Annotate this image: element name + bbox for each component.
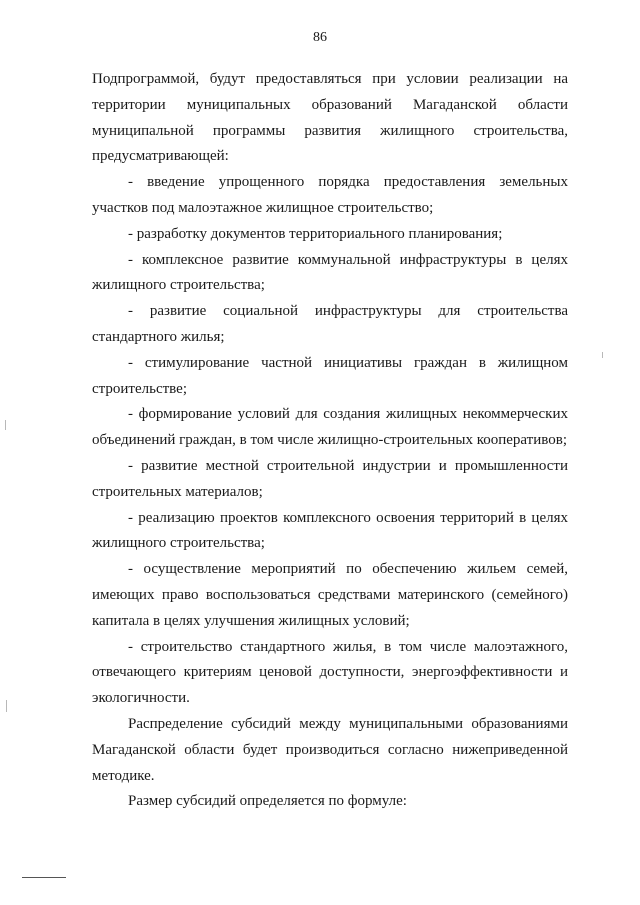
list-item-communal-infrastructure: - комплексное развитие коммунальной инфраструктуры в целях жилищного строительства; <box>92 251 568 294</box>
list-item-private-initiative: - стимулирование частной инициативы граждан в жилищном строительстве; <box>92 354 568 397</box>
scan-artifact <box>602 352 603 358</box>
list-item-housing-associations: - формирование условий для создания жилищных некоммерческих объединений граждан, в том числе жилищно-строительных кооперативов; <box>92 406 568 449</box>
footnote-rule <box>22 877 66 878</box>
page-number: 86 <box>313 30 327 45</box>
paragraph-distribution: Распределение субсидий между муниципальными образованиями Магаданской области будет производиться согласно нижеприведенной методике. <box>92 715 568 784</box>
list-item-planning-docs: - разработку документов территориального планирования; <box>128 225 503 242</box>
list-item-maternity-capital: - осуществление мероприятий по обеспечению жильем семей, имеющих право воспользоваться средствами материнского (семейного) капитала в целях улучшения жилищных условий; <box>92 561 568 629</box>
paragraph-intro: Подпрограммой, будут предоставляться при условии реализации на территории муниципальных образований Магаданской области муниципальной программы развития жилищного строительства, предусматривающей: <box>92 71 568 165</box>
scan-artifact <box>5 420 6 430</box>
list-item-integrated-development: - реализацию проектов комплексного освоения территорий в целях жилищного строительства; <box>92 509 568 552</box>
list-item-construction-industry: - развитие местной строительной индустрии и промышленности строительных материалов; <box>92 457 568 500</box>
scan-artifact <box>6 700 7 712</box>
list-item-standard-housing: - строительство стандартного жилья, в том числе малоэтажного, отвечающего критериям ценовой доступности, энергоэффективности и экологичности. <box>92 638 568 707</box>
body-text <box>92 67 568 815</box>
list-item-social-infrastructure: - развитие социальной инфраструктуры для строительства стандартного жилья; <box>92 303 568 345</box>
paragraph-formula-intro: Размер субсидий определяется по формуле: <box>128 793 407 810</box>
list-item-land-plots: - введение упрощенного порядка предоставления земельных участков под малоэтажное жилищное строительство; <box>92 174 568 216</box>
